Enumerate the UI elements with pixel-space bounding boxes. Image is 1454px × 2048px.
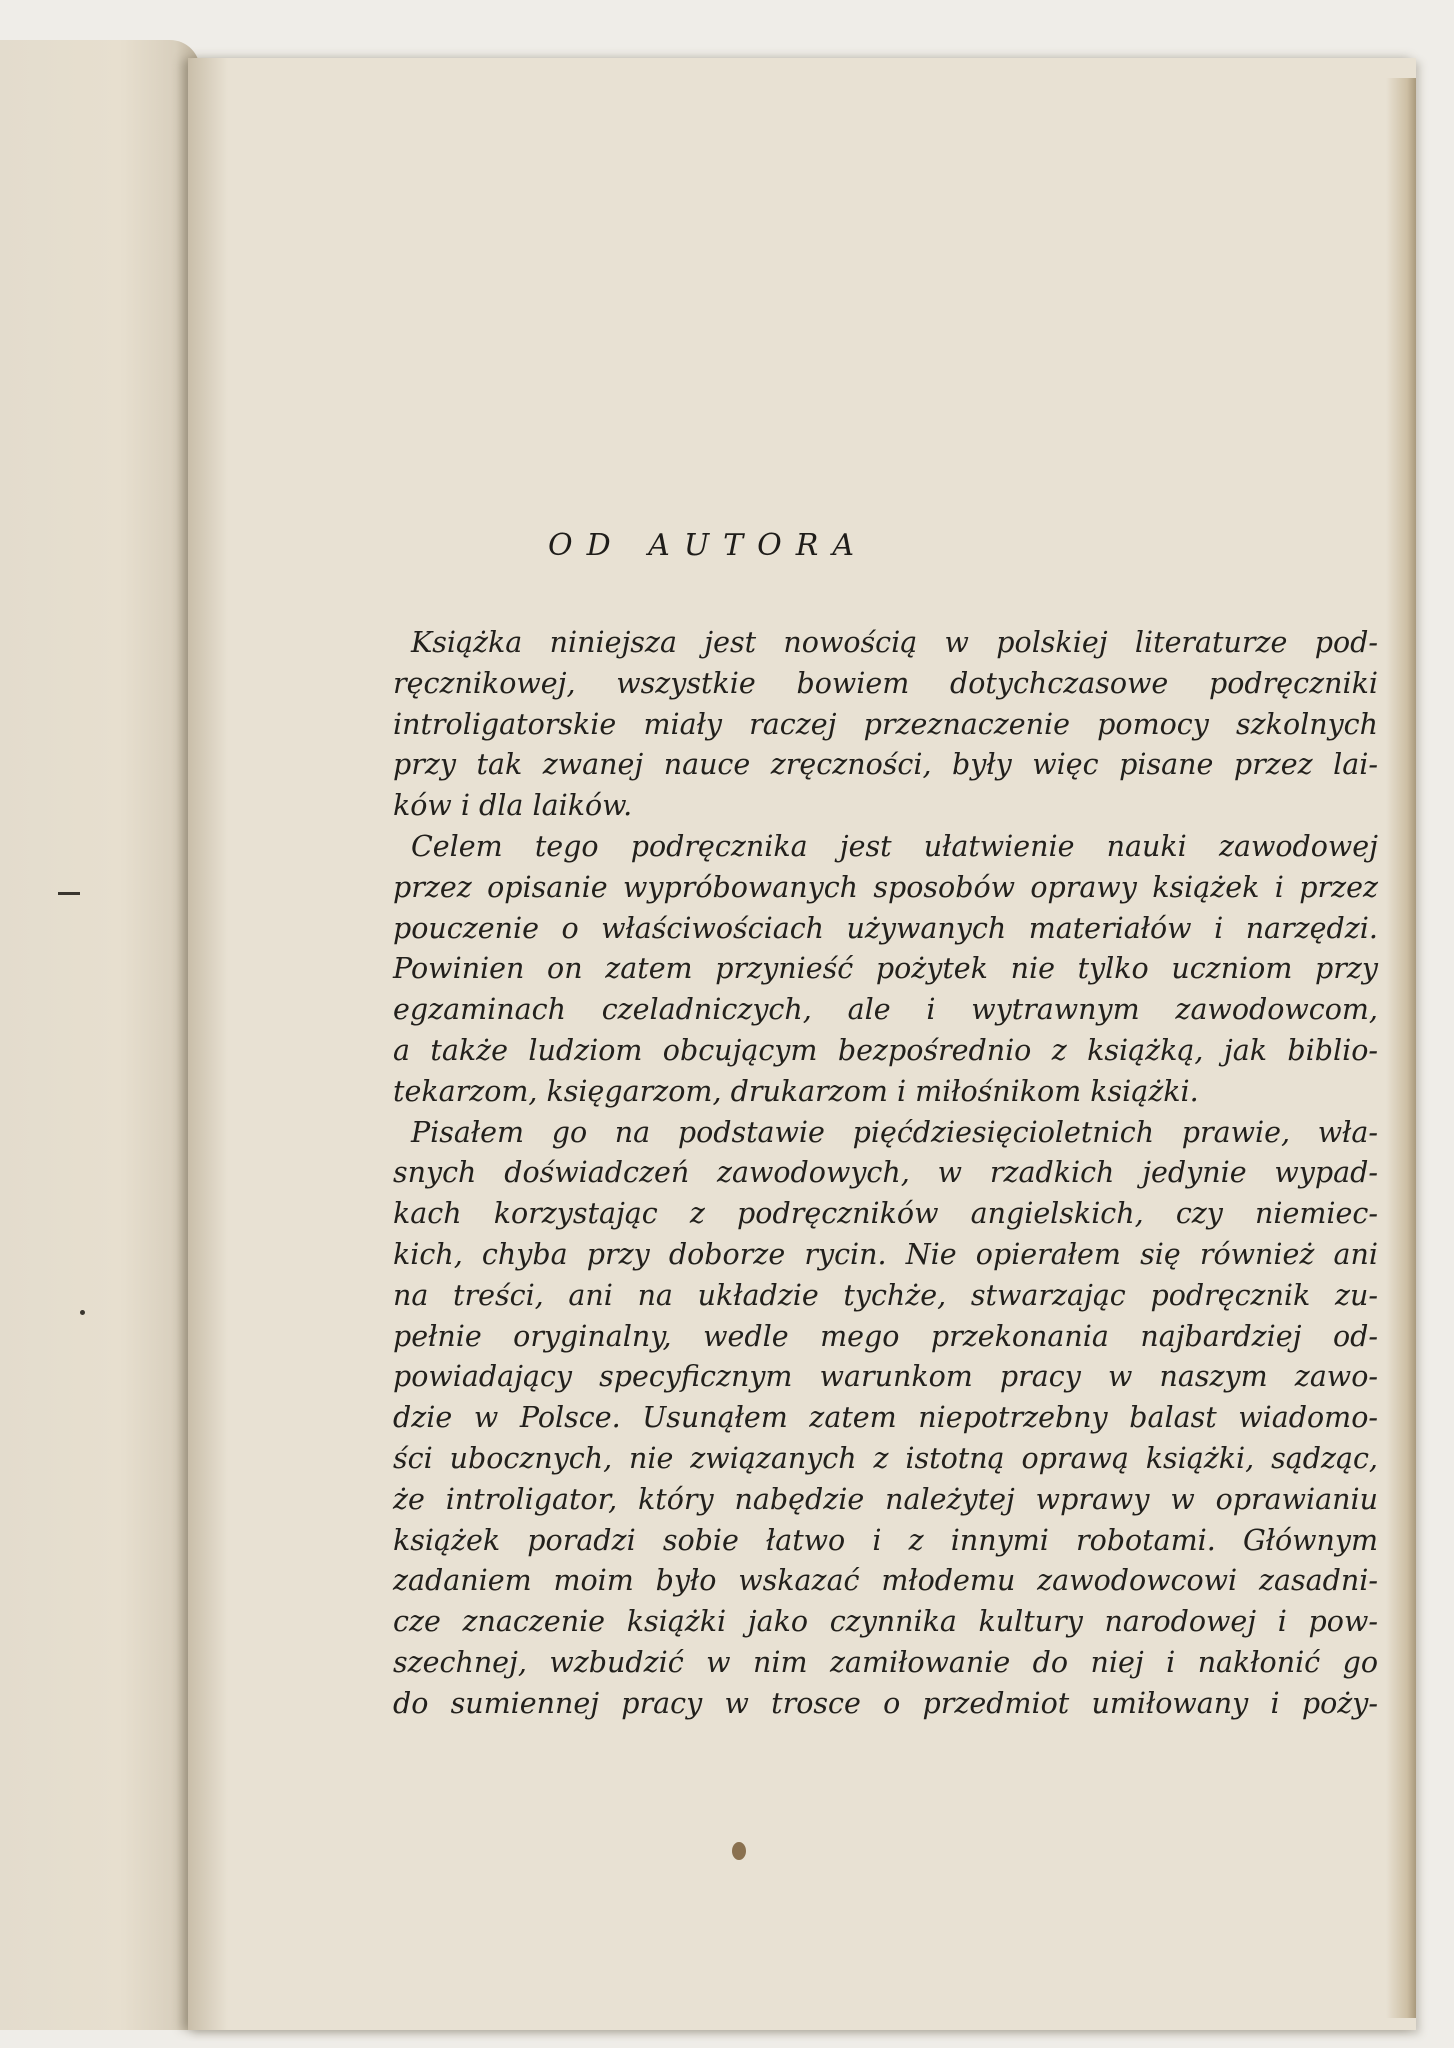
text-line: Pisałem go na podstawie pięćdziesięcioletnich prawie, wła- — [411, 1115, 1378, 1149]
text-line: kich, chyba przy doborze rycin. Nie opierałem się również ani — [393, 1237, 1378, 1271]
text-line: na treści, ani na układzie tychże, stwarzając podręcznik zu- — [393, 1278, 1378, 1312]
text-line: ręcznikowej, wszystkie bowiem dotychczasowe podręczniki — [393, 666, 1378, 700]
text-line: Celem tego podręcznika jest ułatwienie nauki zawodowej — [411, 829, 1378, 863]
text-line: introligatorskie miały raczej przeznaczenie pomocy szkolnych — [393, 707, 1378, 741]
text-line: powiadający specyficznym warunkom pracy w naszym zawo- — [393, 1360, 1378, 1394]
text-line: pouczenie o właściwościach używanych materiałów i narzędzi. — [393, 911, 1378, 945]
text-line: ków i dla laików. — [393, 789, 633, 823]
text-line: snych doświadczeń zawodowych, w rzadkich jedynie wypad- — [393, 1156, 1378, 1190]
left-facing-page — [0, 40, 200, 2030]
text-line: do sumiennej pracy w trosce o przedmiot umiłowany i poży- — [393, 1686, 1378, 1720]
text-line: książek poradzi sobie łatwo i z innymi robotami. Głównym — [393, 1523, 1378, 1557]
text-line: Książka niniejsza jest nowością w polskiej literaturze pod- — [411, 626, 1378, 659]
paper-stain — [732, 1842, 746, 1860]
body-text — [393, 623, 1378, 1725]
text-line: że introligator, który nabędzie należytej wprawy w oprawianiu — [393, 1482, 1378, 1516]
text-line: egzaminach czeladniczych, ale i wytrawnym zawodowcom, — [393, 993, 1378, 1027]
text-line: dzie w Polsce. Usunąłem zatem niepotrzebny balast wiadomo- — [393, 1401, 1378, 1435]
ink-mark — [58, 892, 80, 895]
book-page — [188, 58, 1416, 2030]
text-line: przy tak zwanej nauce zręczności, były więc pisane przez lai- — [393, 748, 1378, 782]
text-line: przez opisanie wypróbowanych sposobów oprawy książek i przez — [393, 870, 1378, 904]
page-edge — [1386, 78, 1416, 2018]
paragraph — [393, 623, 1378, 827]
text-line: zadaniem moim było wskazać młodemu zawodowcowi zasadni- — [393, 1564, 1378, 1598]
paragraph — [393, 1113, 1378, 1725]
text-line: pełnie oryginalny, wedle mego przekonania najbardziej od- — [393, 1319, 1378, 1353]
text-line: ści ubocznych, nie związanych z istotną oprawą książki, sądząc, — [393, 1441, 1378, 1475]
text-line: cze znaczenie książki jako czynnika kultury narodowej i pow- — [393, 1605, 1378, 1639]
text-line: Powinien on zatem przynieść pożytek nie tylko uczniom przy — [393, 952, 1378, 986]
ink-mark — [80, 1310, 85, 1315]
paragraph — [393, 827, 1378, 1113]
text-line: tekarzom, księgarzom, drukarzom i miłośnikom książki. — [393, 1074, 1199, 1108]
text-line: a także ludziom obcującym bezpośrednio z książką, jak biblio- — [393, 1033, 1378, 1067]
text-line: kach korzystając z podręczników angielskich, czy niemiec- — [393, 1197, 1378, 1231]
text-line: szechnej, wzbudzić w nim zamiłowanie do niej i nakłonić go — [393, 1645, 1378, 1679]
page-heading: OD AUTORA — [548, 528, 868, 563]
page-gutter-shadow — [188, 58, 228, 2030]
